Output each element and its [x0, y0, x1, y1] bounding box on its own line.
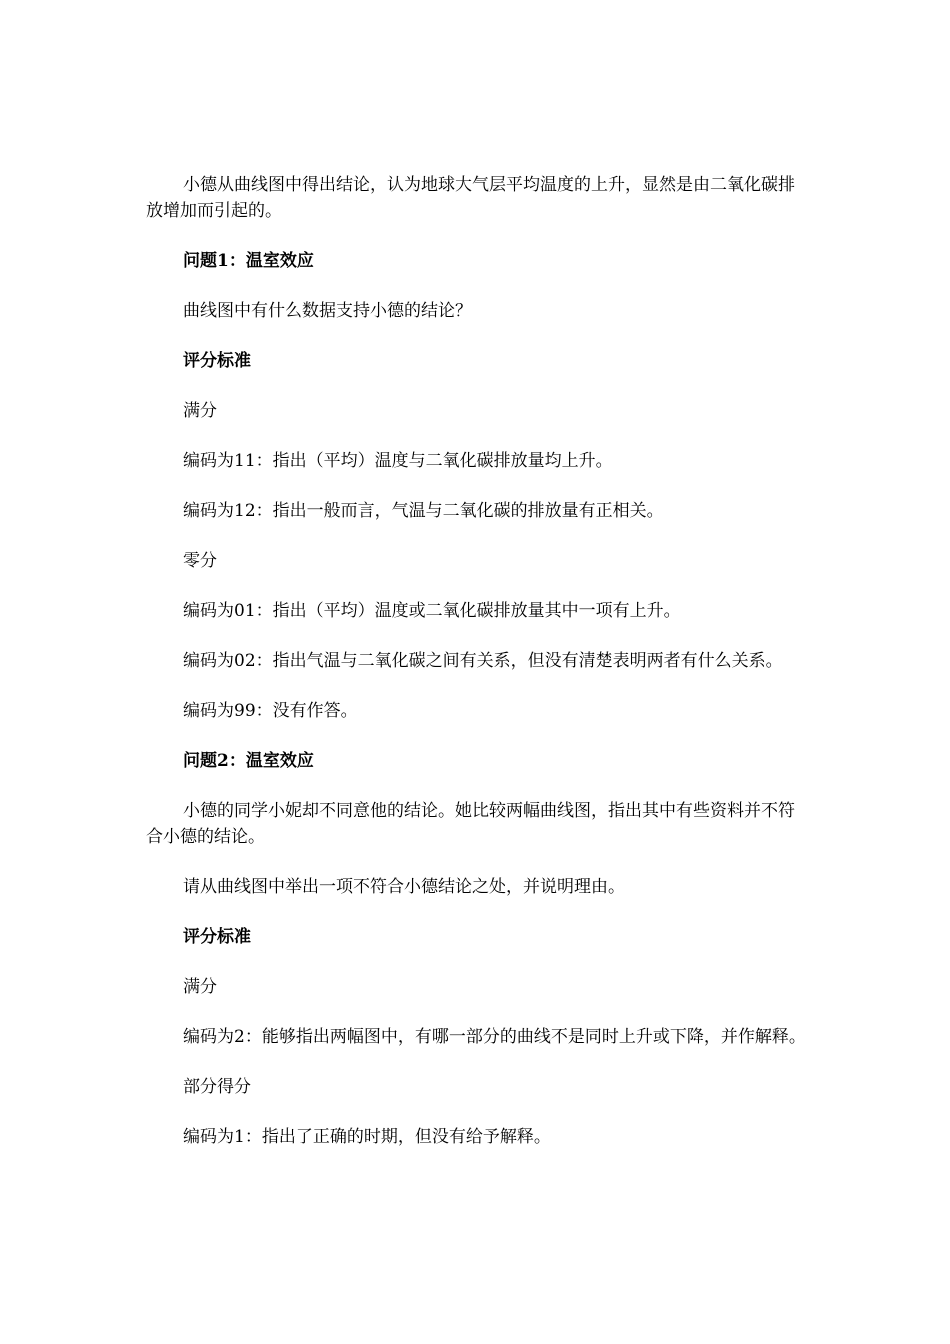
- code-12-text: 编码为12：指出一般而言，气温与二氧化碳的排放量有正相关。: [183, 501, 664, 521]
- code-11-text: 编码为11：指出（平均）温度与二氧化碳排放量均上升。: [183, 451, 613, 471]
- question-2-heading: 问题2：温室效应: [183, 751, 314, 771]
- zero-score-label: 零分: [183, 551, 217, 571]
- question-2-context: 小德的同学小妮却不同意他的结论。她比较两幅曲线图，指出其中有些资料并不符合小德的结论。: [146, 801, 795, 847]
- full-score-label: 满分: [183, 401, 217, 421]
- scoring-criteria-heading-2: 评分标准: [183, 927, 251, 947]
- full-score-label-2: 满分: [183, 977, 217, 997]
- question-1-prompt: 曲线图中有什么数据支持小德的结论？: [183, 301, 472, 321]
- code-1-text: 编码为1：指出了正确的时期，但没有给予解释。: [183, 1127, 551, 1147]
- partial-score-label: 部分得分: [183, 1077, 251, 1097]
- question-1-heading: 问题1：温室效应: [183, 251, 314, 271]
- code-2-text: 编码为2：能够指出两幅图中，有哪一部分的曲线不是同时上升或下降，并作解释。: [183, 1027, 806, 1047]
- intro-paragraph: 小德从曲线图中得出结论，认为地球大气层平均温度的上升，显然是由二氧化碳排放增加而引起的。: [146, 175, 795, 221]
- scoring-criteria-heading: 评分标准: [183, 351, 251, 371]
- code-01-text: 编码为01：指出（平均）温度或二氧化碳排放量其中一项有上升。: [183, 601, 681, 621]
- code-99-text: 编码为99：没有作答。: [183, 701, 358, 721]
- code-02-text: 编码为02：指出气温与二氧化碳之间有关系，但没有清楚表明两者有什么关系。: [183, 651, 783, 671]
- question-2-prompt: 请从曲线图中举出一项不符合小德结论之处，并说明理由。: [183, 877, 625, 897]
- document-page: [146, 172, 811, 1150]
